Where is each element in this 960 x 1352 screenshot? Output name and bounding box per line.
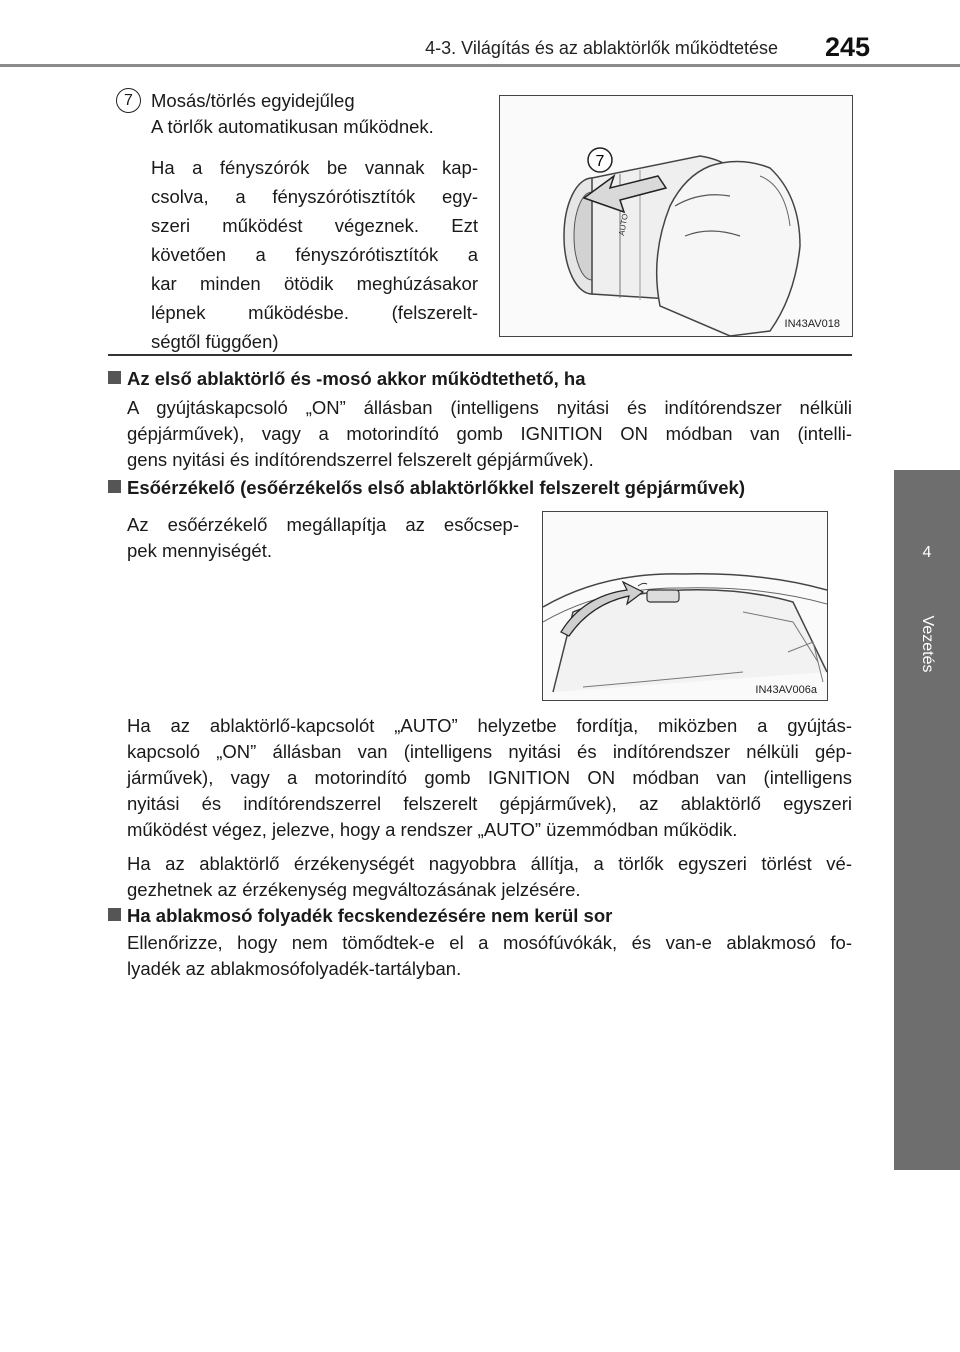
section-divider [108,354,852,356]
step-7-line: csolva, a fényszórótisztítók egy- [151,186,478,207]
washer-text [127,930,852,982]
chapter-number: 4 [922,544,932,561]
text-line: működést végez, jelezve, hogy a rendszer „AUTO” üzemmódban működik. [127,819,738,840]
bullet-square-icon [108,480,121,493]
step-7-line: A törlők automatikusan működnek. [151,116,434,137]
text-line: gépjárművek), vagy a motorindító gomb IGNITION ON módban van (intelli- [127,423,852,444]
rain-sensor-heading-text: Esőérzékelő (esőérzékelős első ablaktörlőkkel felszerelt gépjárművek) [127,477,745,498]
step-7-line: Ha a fényszórók be vannak kap- [151,157,478,178]
front-wiper-heading-text: Az első ablaktörlő és -mosó akkor működtethető, ha [127,368,586,389]
step-7-description [151,153,478,356]
text-line: járművek), vagy a motorindító gomb IGNITION ON módban van (intelligens [127,767,852,788]
text-line: kapcsoló „ON” állásban van (intelligens nyitási és indítórendszer nélküli gép- [127,741,852,762]
windshield-drawing [543,512,827,700]
text-line: gezhetnek az érzékenység megváltozásának jelzésére. [127,879,581,900]
rain-sensor-intro [127,512,519,564]
callout-7-label: 7 [595,153,605,170]
step-7-line: követően a fényszórótisztítók a [151,244,478,265]
text-line: nyitási és indítórendszerrel felszerelt gépjárművek), az ablaktörlő egyszeri [127,793,852,814]
washer-heading [108,903,612,929]
chapter-side-tab [894,470,960,1170]
step-7-text [151,88,481,140]
step-7-marker: 7 [116,88,141,113]
header-divider [0,64,960,67]
text-line: lyadék az ablakmosófolyadék-tartályban. [127,958,462,979]
rain-sensor-heading [108,475,745,501]
step-7-line: lépnek működésbe. (felszerelt- [151,302,478,323]
rain-sensor-icon [647,590,679,602]
figure-code: IN43AV006a [755,684,817,696]
bullet-square-icon [108,908,121,921]
page-number: 245 [824,32,870,62]
step-7-line: kar minden ötödik meghúzásakor [151,273,478,294]
text-line: A gyújtáskapcsoló „ON” állásban (intelligens nyitási és indítórendszer nélküli [127,397,852,418]
chapter-label: Vezetés [919,615,936,673]
front-wiper-text [127,395,852,473]
text-line: pek mennyiségét. [127,540,273,561]
rain-sensor-paragraph-2 [127,851,852,903]
wiper-lever-drawing [500,96,852,336]
bullet-square-icon [108,371,121,384]
knob-label: AUTO [617,213,630,237]
wiper-lever-illustration [499,95,853,337]
rain-sensor-paragraph-1 [127,713,852,843]
section-title: 4-3. Világítás és az ablaktörlők működtetése [425,38,778,58]
step-7-title: Mosás/törlés egyidejűleg [151,90,355,111]
figure-code: IN43AV018 [784,318,840,330]
text-line: Ha az ablaktörlő érzékenységét nagyobbra állítja, a törlők egyszeri törlést vé- [127,853,852,874]
text-line: gens nyitási és indítórendszerrel felszerelt gépjárművek). [127,449,594,470]
text-line: Ha az ablaktörlő-kapcsolót „AUTO” helyzetbe fordítja, miközben a gyújtás- [127,715,852,736]
step-7-line: szeri működést végeznek. Ezt [151,215,478,236]
text-line: Ellenőrizze, hogy nem tömődtek-e el a mosófúvókák, és van-e ablakmosó fo- [127,932,852,953]
text-line: Az esőérzékelő megállapítja az esőcsep- [127,514,519,535]
washer-heading-text: Ha ablakmosó folyadék fecskendezésére nem kerül sor [127,905,613,926]
step-7-line: ségtől függően) [151,331,279,352]
rain-sensor-illustration [542,511,828,701]
front-wiper-heading [108,366,586,392]
